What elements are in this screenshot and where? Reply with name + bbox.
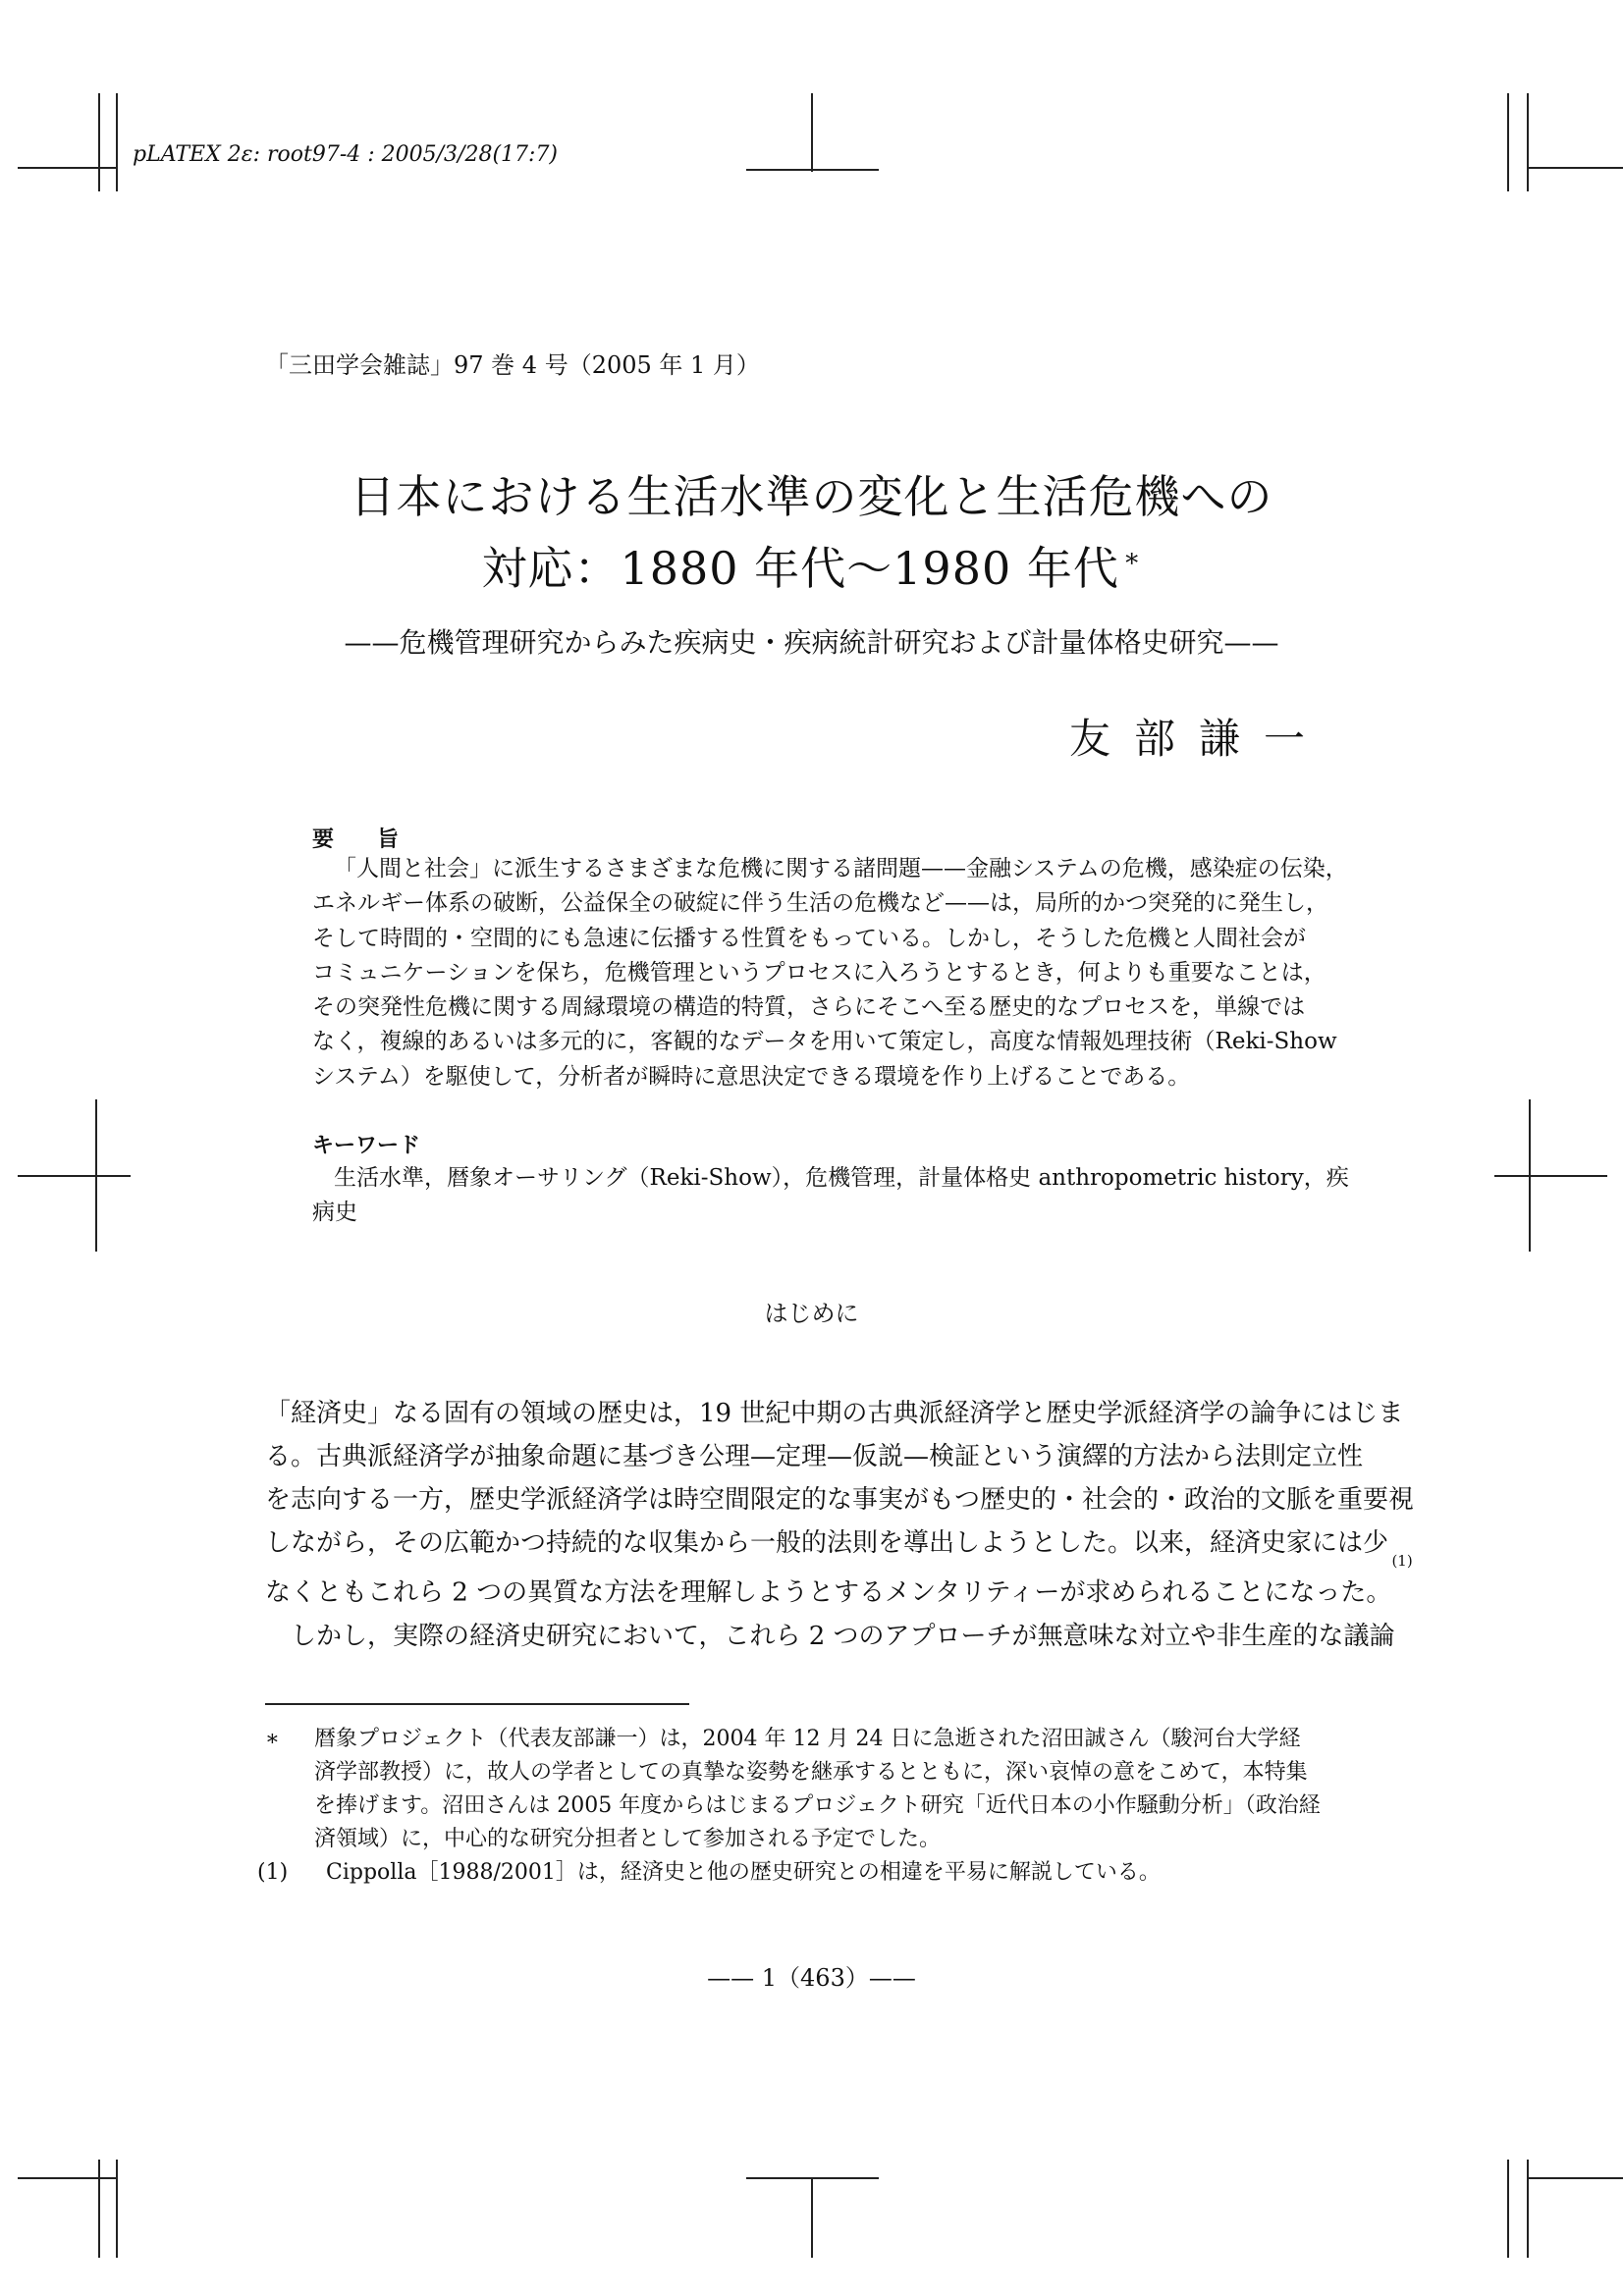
crop-mark — [746, 2177, 879, 2179]
crop-mark — [746, 169, 879, 171]
footnote-marker: ∗ — [265, 1727, 280, 1751]
crop-mark — [18, 2177, 116, 2179]
body-line: しかし，実際の経済史研究において，これら 2 つのアプローチが無意味な対立や非生産的な議論 — [291, 1621, 1395, 1651]
crop-mark — [18, 167, 116, 169]
body-line — [265, 1552, 1413, 1615]
crop-mark — [1527, 93, 1529, 191]
keywords-line: 病史 — [312, 1200, 357, 1226]
footnote-line: を捧げます。沼田さんは 2005 年度からはじまるプロジェクト研究「近代日本の小作騒動分析」（政治経 — [314, 1793, 1321, 1818]
subtitle: ——危機管理研究からみた疾病史・疾病統計研究および計量体格史研究—— — [344, 626, 1279, 659]
abstract-body — [312, 852, 1348, 1095]
keywords-heading: キーワード — [312, 1133, 421, 1158]
body-line: しながら，その広範かつ持続的な収集から一般的法則を導出しようとした。以来，経済史家には少 — [265, 1528, 1389, 1558]
abstract-line: そして時間的・空間的にも急速に伝播する性質をもっている。しかし，そうした危機と人間社会が — [312, 925, 1306, 951]
body-paragraphs — [265, 1392, 1415, 1658]
crop-mark — [1494, 1175, 1607, 1177]
body-line-text: なくともこれら 2 つの異質な方法を理解しようとするメンタリティーが求められることになった。 — [265, 1577, 1392, 1608]
footnote-rule — [265, 1703, 689, 1705]
crop-mark — [116, 93, 118, 191]
crop-mark — [811, 2179, 813, 2258]
crop-mark — [18, 1175, 131, 1177]
crop-mark — [98, 93, 100, 191]
crop-mark — [98, 2160, 100, 2258]
title-line-2-text: 対応：1880 年代〜1980 年代 — [481, 542, 1119, 595]
crop-mark — [1507, 2160, 1509, 2258]
abstract-line: コミュニケーションを保ち，危機管理というプロセスに入ろうとするとき，何よりも重要なことは， — [312, 959, 1326, 986]
title-line-1: 日本における生活水準の変化と生活危機への — [350, 470, 1273, 523]
footnotes — [257, 1723, 1365, 1890]
title-footnote-marker: ∗ — [1122, 544, 1142, 573]
abstract-line: その突発性危機に関する周縁環境の構造的特質，さらにそこへ至る歴史的なプロセスを，単線では — [312, 994, 1306, 1021]
footnote-marker: (1) — [257, 1860, 289, 1885]
title-line-2 — [0, 533, 1623, 598]
abstract-line: なく，複線的あるいは多元的に，客観的なデータを用いて策定し，高度な情報処理技術（Reki-Show — [312, 1029, 1337, 1055]
abstract-line: システム）を駆使して，分析者が瞬時に意思決定できる環境を作り上げることである。 — [312, 1063, 1191, 1090]
keywords-line: 生活水準，暦象オーサリング（Reki-Show），危機管理，計量体格史 anthropometric history，疾 — [334, 1165, 1349, 1191]
keywords-body — [312, 1161, 1349, 1231]
running-header: pLATEX 2ε: root97-4 : 2005/3/28(17:7) — [133, 142, 559, 167]
crop-mark — [1527, 2177, 1623, 2179]
page-number: —— 1（463）—— — [707, 1964, 916, 1992]
abstract-line: エネルギー体系の破断，公益保全の破綻に伴う生活の危機など——は，局所的かつ突発的に発生し， — [312, 890, 1328, 917]
abstract-line: 「人間と社会」に派生するさまざまな危機に関する諸問題——金融システムの危機，感染症の伝染， — [334, 856, 1348, 881]
footnote-line: 済領域）に，中心的な研究分担者として参加される予定でした。 — [314, 1827, 942, 1851]
footnote-ref: (1) — [1391, 1552, 1413, 1570]
footnote-line: 済学部教授）に，故人の学者としての真摯な姿勢を継承するとともに，深い哀悼の意をこめて，本特集 — [314, 1760, 1308, 1785]
footnote-item — [257, 1856, 1365, 1890]
crop-mark — [1507, 93, 1509, 191]
footnote-item — [265, 1723, 1365, 1856]
body-line: る。古典派経済学が抽象命題に基づき公理—定理—仮説—検証という演繹的方法から法則定立性 — [265, 1442, 1364, 1471]
crop-mark — [1527, 2160, 1529, 2258]
author-name: 友部謙一 — [1068, 715, 1328, 763]
body-line: 「経済史」なる固有の領域の歴史は，19 世紀中期の古典派経済学と歴史学派経済学の論争にはじま — [265, 1399, 1404, 1428]
body-line: を志向する一方，歴史学派経済学は時空間限定的な事実がもつ歴史的・社会的・政治的文脈を重要視 — [265, 1485, 1415, 1515]
journal-citation: 「三田学会雑誌」97 巻 4 号（2005 年 1 月） — [265, 351, 760, 379]
footnote-line: 暦象プロジェクト（代表友部謙一）は，2004 年 12 月 24 日に急逝された沼田誠さん（駿河台大学経 — [314, 1727, 1301, 1751]
section-heading: はじめに — [764, 1300, 859, 1327]
footnote-line: Cippolla［1988/2001］は，経済史と他の歴史研究との相違を平易に解説している。 — [326, 1860, 1161, 1885]
crop-mark — [811, 93, 813, 172]
abstract-heading: 要 旨 — [312, 827, 400, 852]
crop-mark — [1527, 167, 1623, 169]
crop-mark — [116, 2160, 118, 2258]
